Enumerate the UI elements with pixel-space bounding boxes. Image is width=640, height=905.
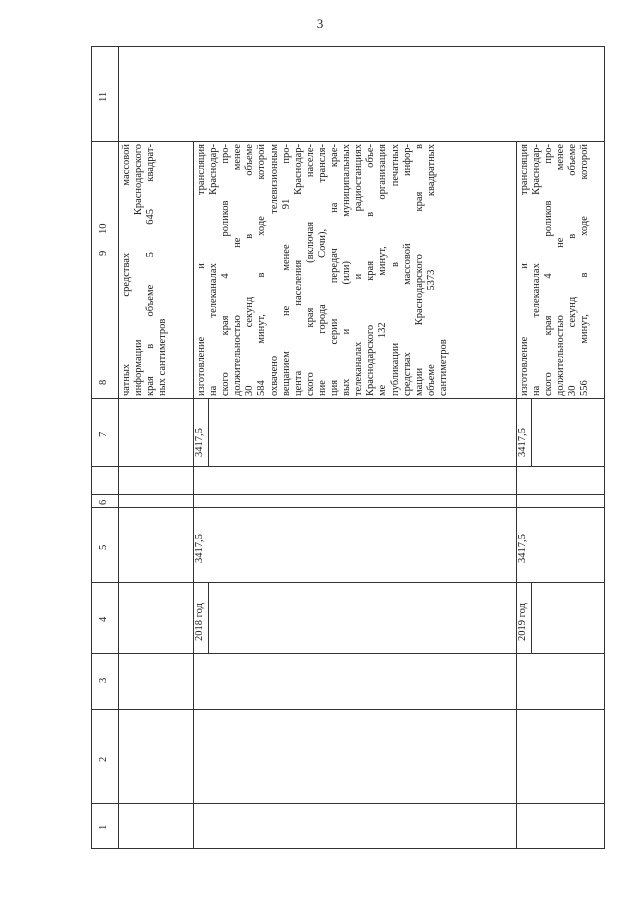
column-header-11: 11 xyxy=(98,91,109,102)
column-header-7: 7 xyxy=(98,431,109,437)
row-1-year: 2018 год xyxy=(194,603,205,641)
column-header-6: 6 xyxy=(98,499,109,505)
row-2-col5-value: 3417,5 xyxy=(517,534,528,563)
column-header-3: 3 xyxy=(98,677,109,683)
row-0-col10-text: чатных средствах массовой информации Краснодарского края в объеме 5 645 квадрат- ных сантиметров xyxy=(121,144,169,396)
column-header-2: 2 xyxy=(98,756,109,762)
column-header-5: 5 xyxy=(98,544,109,550)
column-header-4: 4 xyxy=(98,616,109,622)
page-number: 3 xyxy=(316,16,324,31)
column-header-10: 10 xyxy=(98,223,109,234)
column-header-1: 1 xyxy=(98,824,109,830)
column-header-8: 8 xyxy=(98,379,109,385)
row-2-col10-text: изготовление и трансляция на телеканалах Краснодар- ского края 4 роликов про- должительностью не менее 30 секунд в объеме 556 минут, в ходе которой xyxy=(519,144,591,396)
column-header-9: 9 xyxy=(98,250,109,256)
row-1-col5-value: 3417,5 xyxy=(194,534,205,563)
row-1-col10-text: изготовление и трансляция на телеканалах Краснодар- ского края 4 роликов про- должительностью не менее 30 секунд в объеме 584 минут, в ходе которой охвачено телевизионным вещанием не менее 91 про- цента населения Краснодар- ского края (включая населе- ние города Сочи), трансля- ция серии передач на крае- вых и (или) муниципальных телеканалах и радиостанциях Краснодарского края в объе- ме 132 минут, организация публикации в печатных средствах массовой инфор- мации Краснодарского края в объеме 5373 квадратных сантиметров xyxy=(196,144,449,396)
row-2-col7-value: 3417,5 xyxy=(517,428,528,457)
row-1-col7-value: 3417,5 xyxy=(194,428,205,457)
row-2-year: 2019 год xyxy=(517,603,528,641)
